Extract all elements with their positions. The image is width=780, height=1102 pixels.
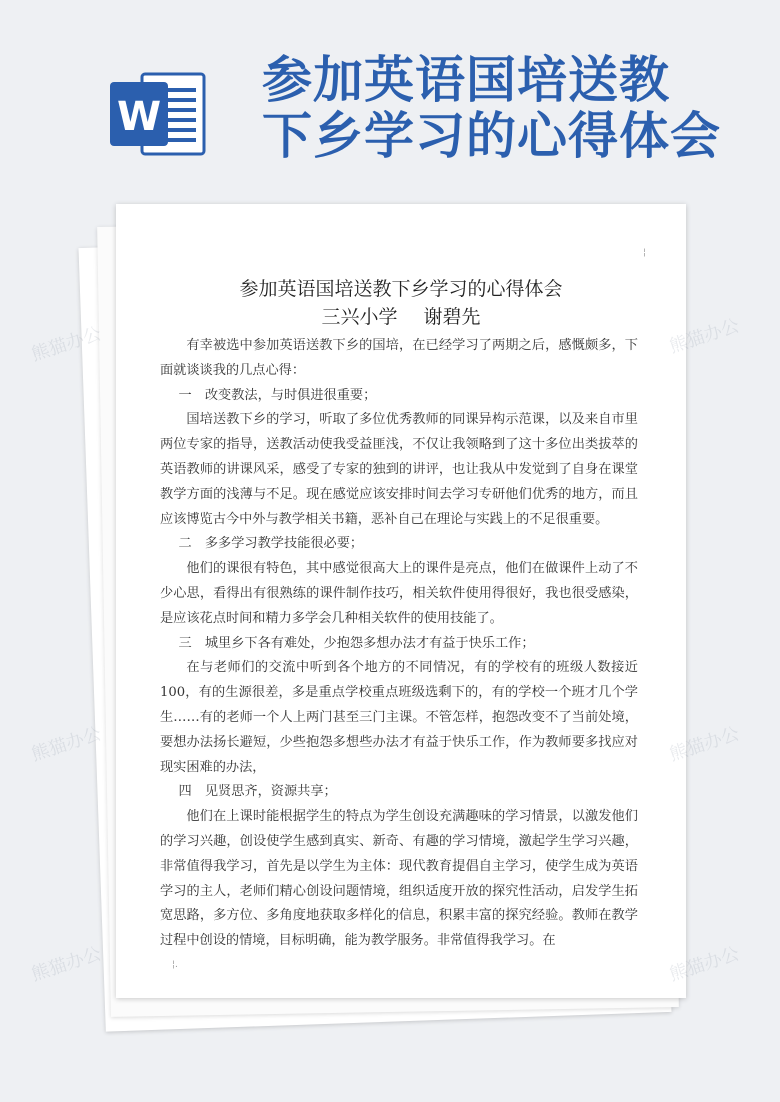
document-body	[160, 334, 638, 954]
body-paragraph: 他们在上课时能根据学生的特点为学生创设充满趣味的学习情景，以激发他们的学习兴趣，创设使学生感到真实、新奇、有趣的学习情境，激起学生学习兴趣，非常值得我学习，首先是以学生为主体：现代教育提倡自主学习，使学生成为英语学习的主人，老师们精心创设问题情境，组织适度开放的探究性活动，启发学生拓宽思路，多方位、多角度地获取多样化的信息，积累丰富的探究经验。教师在教学过程中创设的情境，目标明确，能为教学服务。非常值得我学习。在	[160, 809, 638, 949]
section-heading: 二 多多学习教学技能很必要；	[178, 536, 364, 552]
headline-line-1: 参加英语国培送教	[262, 51, 670, 109]
school-name: 三兴小学	[321, 306, 398, 328]
headline-line-2: 下乡学习的心得体会	[262, 107, 721, 165]
author-name: 谢碧先	[423, 306, 481, 328]
corner-mark-top: ¦	[642, 248, 646, 258]
watermark: 熊猫办公	[666, 943, 742, 986]
watermark: 熊猫办公	[28, 323, 104, 366]
watermark: 熊猫办公	[28, 943, 104, 986]
word-document-icon	[108, 68, 208, 160]
body-paragraph: 国培送教下乡的学习，听取了多位优秀教师的同课异构示范课，以及来自市里两位专家的指导，送教活动使我受益匪浅，不仅让我领略到了这十多位出类拔萃的英语教师的讲课风采，感受了专家的独到的讲评，也让我从中发觉到了自身在课堂教学方面的浅薄与不足。现在感觉应该安排时间去学习专研他们优秀的地方，而且应该博览古今中外与教学相关书籍，恶补自己在理论与实践上的不足很重要。	[160, 412, 638, 527]
watermark: 熊猫办公	[666, 315, 742, 358]
body-paragraph: 有幸被选中参加英语送教下乡的国培，在已经学习了两期之后，感慨颇多，下面就谈谈我的几点心得：	[160, 338, 638, 378]
word-icon-letter: W	[116, 94, 162, 140]
document-title: 参加英语国培送教下乡学习的心得体会	[239, 278, 563, 300]
document-page	[116, 204, 686, 998]
body-paragraph: 他们的课很有特色，其中感觉很高大上的课件是亮点，他们在做课件上动了不少心思，看得出有很熟练的课件制作技巧，相关软件使用得很好，我也很受感染，是应该花点时间和精力多学会几种相关软件的使用技能了。	[160, 561, 638, 626]
document-author-line	[116, 302, 686, 329]
section-heading: 一 改变教法，与时俱进很重要；	[178, 387, 377, 403]
section-heading: 三 城里乡下各有难处，少抱怨多想办法才有益于快乐工作；	[178, 635, 535, 651]
watermark: 熊猫办公	[28, 723, 104, 766]
corner-mark-bottom: ¦.	[172, 960, 178, 970]
page-headline	[262, 52, 762, 164]
watermark: 熊猫办公	[666, 723, 742, 766]
body-paragraph: 在与老师们的交流中听到各个地方的不同情况，有的学校有的班级人数接近 100，有的生源很差，多是重点学校重点班级选剩下的，有的学校一个班才几个学生……有的老师一个人上两门甚至三门主课。不管怎样，抱怨改变不了当前处境，要想办法扬长避短，少些抱怨多想些办法才有益于快乐工作，作为教师要多找应对现实困难的办法，	[160, 660, 638, 775]
section-heading: 四 见贤思齐，资源共享；	[178, 784, 337, 800]
